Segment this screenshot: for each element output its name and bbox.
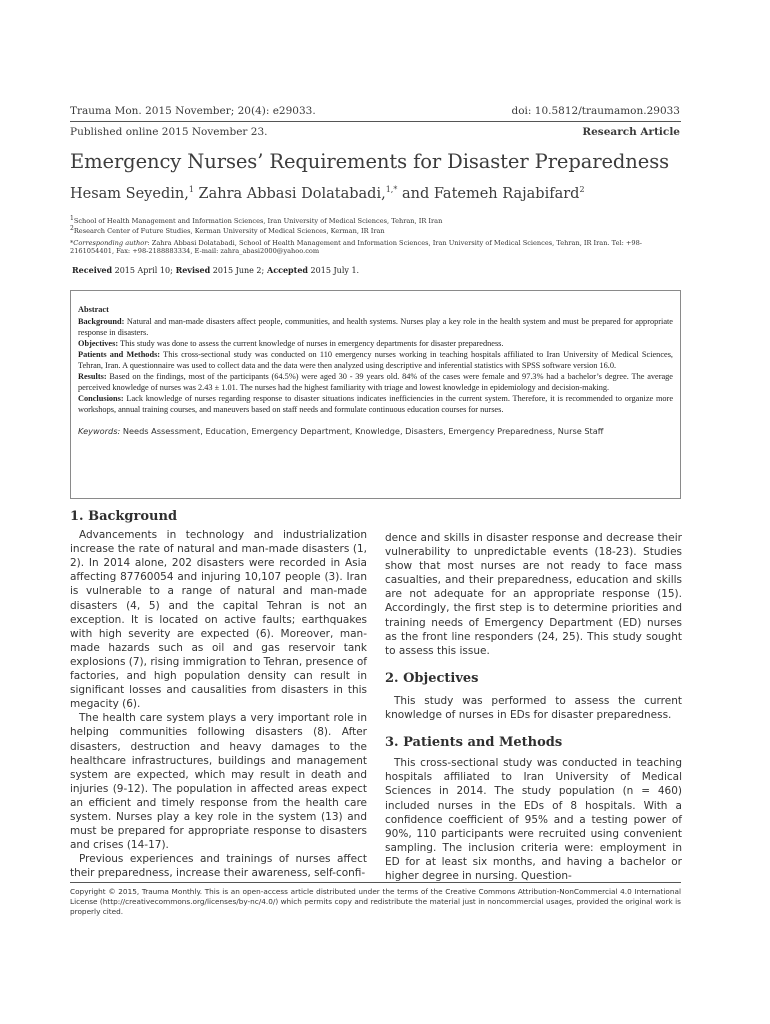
left-column (70, 510, 367, 880)
revised-date: 2015 June 2; (210, 266, 265, 275)
article-title: Emergency Nurses’ Requirements for Disaster Preparedness (70, 150, 670, 173)
copyright-notice: Copyright © 2015, Trauma Monthly. This is an open-access article distributed under the terms of the Creative Commons Attribution-NonCommercial 4.0 International License (http://creativecommons.org/licenses/by-nc/4.0/) which permits copy and redistribute the material just in noncommercial usages, provided the original work is properly cited. (70, 887, 681, 916)
published-date: Published online 2015 November 23. (70, 126, 268, 138)
abstract-text: Natural and man-made disasters affect people, communities, and health systems. Nurses play a key role in the health system and must be prepared for appropriate response in disasters. (78, 317, 673, 337)
received-date: 2015 April 10; (112, 266, 173, 275)
abstract-heading: Abstract (78, 305, 109, 314)
author-name: and Fatemeh Rajabifard (397, 186, 580, 202)
affiliation-text: School of Health Management and Information Sciences, Iran University of Medical Sciences, Tehran, IR Iran (73, 217, 443, 226)
article-dates (72, 265, 359, 275)
affiliation-1 (70, 215, 681, 225)
doi: doi: 10.5812/traumamon.29033 (511, 105, 680, 117)
abstract-background (78, 316, 673, 338)
author-list (70, 186, 585, 202)
affiliation-text: Research Center of Future Studies, Kerman University of Medical Sciences, Kerman, IR Iran (73, 227, 385, 236)
author-affiliation-marker: 1 (188, 185, 194, 194)
abstract-text: This cross-sectional study was conducted on 110 emergency nurses working in teaching hospitals affiliated to Iran University of Medical Sciences, Tehran, Iran. A questionnaire was used to collect data and the data were then analyzed using descriptive and inferential statistics with SPSS software version 16.0. (78, 350, 673, 370)
abstract-text: This study was done to assess the current knowledge of nurses in emergency departments for disaster preparedness. (118, 339, 504, 348)
affiliation-2 (70, 225, 681, 235)
section-heading-background: 1. Background (70, 509, 178, 524)
right-column (385, 531, 682, 883)
author-name: Hesam Seyedin, (70, 186, 189, 202)
abstract-box (70, 290, 681, 499)
abstract-objectives (78, 338, 673, 349)
abstract-label: Objectives: (78, 339, 119, 348)
journal-reference: Trauma Mon. 2015 November; 20(4): e29033. (70, 105, 316, 117)
author-affiliation-marker: 1,* (385, 185, 398, 194)
keywords-text: Needs Assessment, Education, Emergency Department, Knowledge, Disasters, Emergency Preparedness, Nurse Staff (120, 426, 604, 436)
revised-label: Revised (172, 265, 211, 275)
footer-rule (70, 882, 681, 883)
abstract-results (78, 371, 673, 393)
received-label: Received (72, 265, 113, 275)
keywords-label: Keywords: (78, 426, 121, 436)
abstract-conclusions (78, 393, 673, 415)
paragraph: The health care system plays a very important role in helping communities following disasters (8). After disasters, destruction and heavy damages to the healthcare infrastructures, buildings and management system are expected, which may result in death and injuries (9-12). The population in affected areas expect an efficient and timely response from the health care system. Nurses play a key role in the system (13) and must be prepared for appropriate response to disasters and crises (14-17). (70, 712, 367, 852)
author-name: Zahra Abbasi Dolatabadi, (193, 186, 386, 202)
affiliations (70, 215, 681, 256)
abstract-label: Conclusions: (78, 394, 124, 403)
paragraph: Previous experiences and trainings of nurses affect their preparedness, increase their awareness, self-confi- (70, 853, 367, 880)
abstract-label: Results: (78, 372, 107, 381)
corresponding-author-text: : Zahra Abbasi Dolatabadi, School of Health Management and Information Sciences, Iran University of Medical Sciences, Tehran, IR Iran. Tel: +98-2161054401, Fax: +98-2188883334, E-mail: zahra_abasi2000@yahoo.com (70, 238, 643, 256)
section-heading-objectives: 2. Objectives (385, 670, 479, 686)
paragraph: This cross-sectional study was conducted in teaching hospitals affiliated to Iran University of Medical Sciences in 2014. The study population (n = 460) included nurses in the EDs of 8 hospitals. With a confidence coefficient of 95% and a testing power of 90%, 110 participants were recruited using convenient sampling. The inclusion criteria were: employment in ED for at least six months, and having a bachelor or higher degree in nursing. Question- (385, 757, 682, 882)
header-rule (70, 121, 681, 122)
affiliation-marker: 2 (70, 225, 74, 233)
abstract-text: Lack knowledge of nurses regarding response to disaster situations indicates inefficiencies in the current system. Therefore, it is recommended to organize more workshops, annual training courses, and maneuvers based on staff needs and formulate continuous education courses for nurses. (78, 394, 673, 414)
abstract-label: Background: (78, 317, 125, 326)
article-type: Research Article (582, 126, 680, 138)
affiliation-marker: 1 (70, 215, 74, 222)
paragraph: dence and skills in disaster response and decrease their vulnerability to unpredictable events (18-23). Studies show that most nurses are not ready to face mass casualties, and their preparedness, education and skills are not adequate for an appropriate response (15). Accordingly, the first step is to determine priorities and training needs of Emergency Department (ED) nurses as the front line responders (24, 25). This study sought to assess this issue. (385, 532, 682, 657)
corresponding-author-label: *Corresponding author (70, 238, 148, 247)
accepted-date: 2015 July 1. (308, 266, 360, 275)
paragraph: This study was performed to assess the current knowledge of nurses in EDs for disaster preparedness. (385, 694, 682, 722)
corresponding-author (70, 239, 681, 256)
accepted-label: Accepted (264, 265, 309, 275)
paragraph: Advancements in technology and industrialization increase the rate of natural and man-made disasters (1, 2). In 2014 alone, 202 disasters were recorded in Asia affecting 87760054 and injuring 10,107 people (3). Iran is vulnerable to a range of natural and man-made disasters (4, 5) and the capital Tehran is not an exception. It is located on active faults; earthquakes with high severity are expected (6). Moreover, man-made hazards such as oil and gas reservoir tank explosions (7), rising immigration to Tehran, presence of factories, and high population density can result in significant losses and causalities from disasters in this megacity (6). (70, 529, 367, 711)
keywords (78, 426, 673, 437)
author-affiliation-marker: 2 (579, 185, 585, 194)
abstract-label: Patients and Methods: (78, 350, 161, 359)
abstract-methods (78, 349, 673, 371)
section-heading-methods: 3. Patients and Methods (385, 735, 563, 751)
abstract-text: Based on the findings, most of the participants (64.5%) were aged 30 - 39 years old. 84% of the cases were female and 97.3% had a bachelor’s degree. The average perceived knowledge of nurses was 2.43 ± 1.01. The nurses had the highest familiarity with triage and lowest knowledge in epidemiology and decision-making. (78, 372, 673, 392)
